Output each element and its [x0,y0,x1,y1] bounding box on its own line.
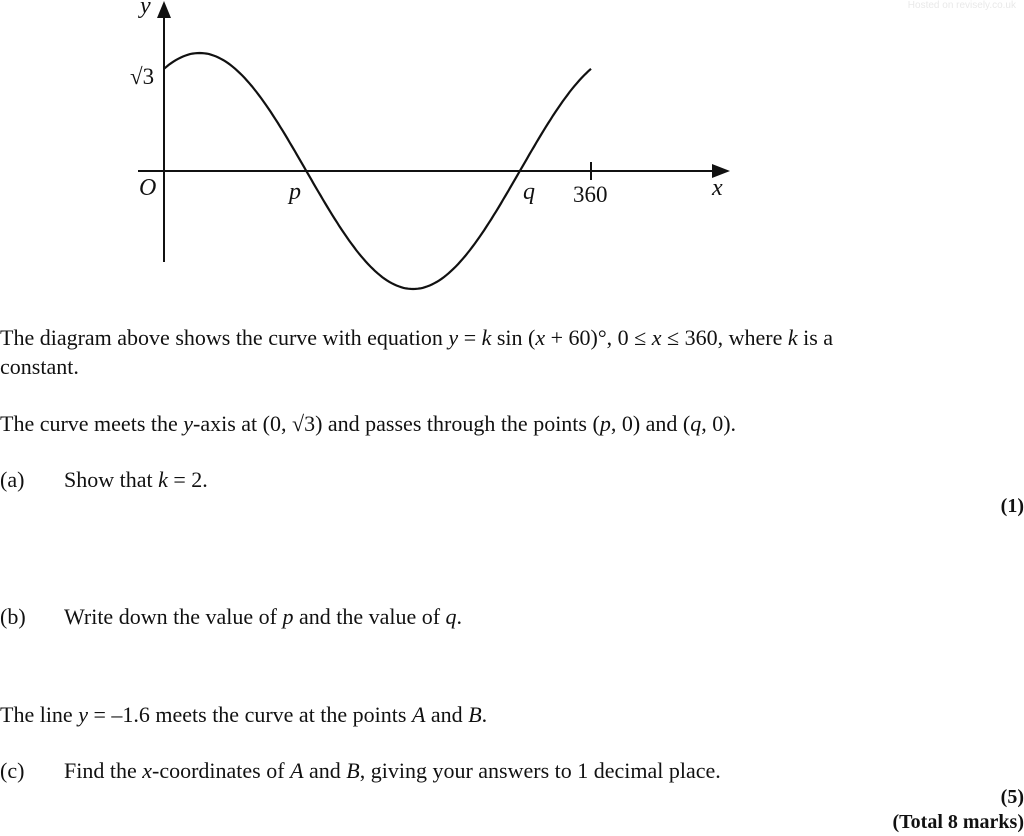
part-c-label: (c) [0,758,25,783]
watermark-text: Hosted on revisely.co.uk [907,0,1016,11]
part-a-marks: (1) [1000,495,1024,517]
y-axis-label: y [140,0,151,19]
part-b-label: (b) [0,604,26,629]
y-axis-arrow [157,1,171,18]
y-intercept-label: √3 [130,64,155,89]
origin-label: O [139,175,157,201]
sine-curve-diagram [0,0,1024,300]
line-statement: The line y = –1.6 meets the curve at the points A and B. [0,702,488,727]
x-axis-label: x [712,175,723,201]
p-label: p [289,179,301,205]
part-b-question: Write down the value of p and the value of q. [64,604,463,629]
total-marks: (Total 8 marks) [892,811,1024,833]
part-c-marks: (5) [1000,786,1024,808]
x-tick-label-360: 360 [573,182,608,207]
part-c-question: Find the x-coordinates of A and B, giving your answers to 1 decimal place. [64,758,721,783]
intro-line-1: The diagram above shows the curve with equation y = k sin (x + 60)°, 0 ≤ x ≤ 360, where k is a [0,325,834,350]
intro-line-2: constant. [0,354,79,379]
q-label: q [523,179,535,205]
part-a-label: (a) [0,467,25,492]
part-a-question: Show that k = 2. [64,467,208,492]
curve-meets-statement: The curve meets the y-axis at (0, √3) and passes through the points (p, 0) and (q, 0). [0,411,737,436]
